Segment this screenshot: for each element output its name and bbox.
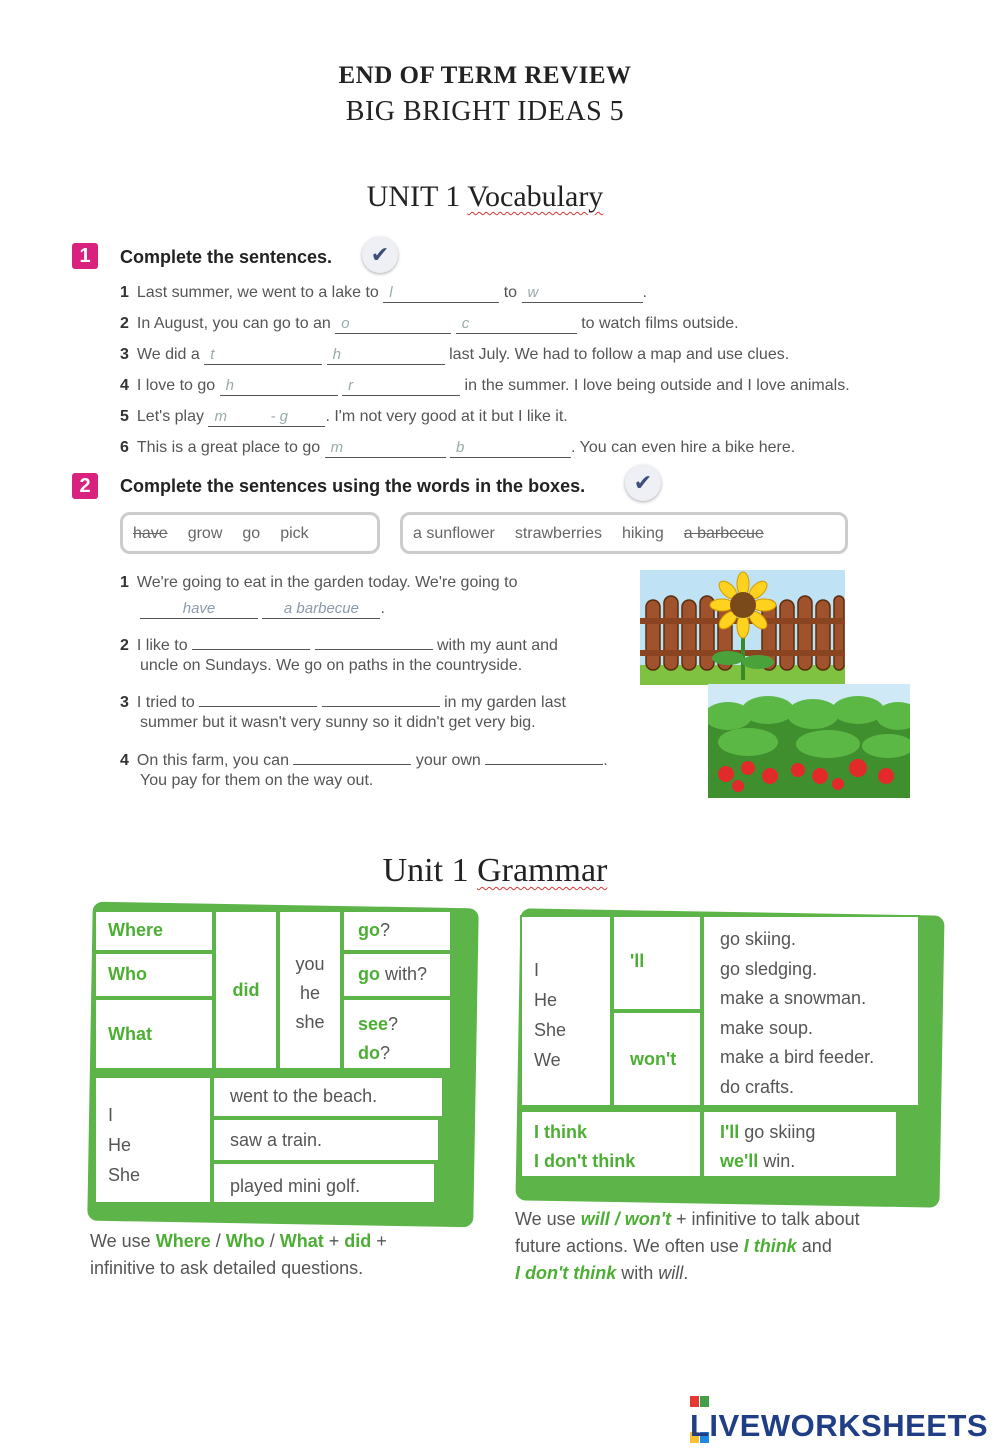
ex1-blank-5b[interactable]: - g	[264, 408, 325, 427]
verb-cell: go?	[342, 910, 452, 952]
ex2-blank-1b[interactable]: a barbecue	[262, 600, 380, 619]
think-cell: I think I don't think	[520, 1110, 702, 1178]
word-box-item: hiking	[621, 525, 664, 542]
word-box-item: a sunflower	[413, 525, 495, 542]
ex2-sentence-1-line-1: 1 We're going to eat in the garden today. We're going to	[120, 574, 518, 591]
ex1-blank-1a[interactable]: l	[383, 284, 499, 303]
ex2-blank-3a[interactable]	[199, 688, 317, 707]
ex1-blank-2a[interactable]: o	[335, 315, 451, 334]
exercise-2-number: 2	[72, 473, 98, 499]
strawberry-field-image	[708, 684, 910, 798]
answer-cell: went to the beach.	[212, 1076, 444, 1118]
did-cell: did	[214, 910, 278, 1070]
ex2-sentence-4-line-1: 4 On this farm, you can your own .	[120, 746, 608, 770]
wont-cell: won't	[612, 1011, 702, 1107]
exercise-2-heading: Complete the sentences using the words in the boxes.	[120, 476, 586, 496]
ex2-sentence-2-line-1: 2 I like to with my aunt and	[120, 631, 558, 655]
pronoun-cell: you he she	[278, 910, 342, 1070]
exercise-1-heading: Complete the sentences.	[120, 247, 333, 267]
ex2-blank-4a[interactable]	[293, 746, 411, 765]
ex1-blank-3b[interactable]: h	[327, 346, 445, 365]
ex1-sentence-6: 6 This is a great place to go m b . You can even hire a bike here.	[120, 439, 796, 456]
subject-cell: I He She We	[520, 915, 612, 1107]
word-box-nouns	[400, 512, 848, 554]
ex1-blank-6a[interactable]: m	[325, 439, 446, 458]
ex2-sentence-3-line-1: 3 I tried to in my garden last	[120, 688, 566, 712]
wh-word-cell: Where	[94, 910, 214, 952]
grammar-note-will: We use will / won't + infinitive to talk about future actions. We often use I think and I don't think with will.	[515, 1209, 860, 1283]
word-box-item: strawberries	[514, 525, 602, 542]
subject-cell: I He She	[94, 1076, 212, 1204]
ex2-blank-2a[interactable]	[192, 631, 310, 650]
ex2-sentence-2-line-2: uncle on Sundays. We go on paths in the countryside.	[140, 657, 523, 674]
ex1-blank-4b[interactable]: r	[342, 377, 460, 396]
ex1-blank-6b[interactable]: b	[450, 439, 571, 458]
liveworksheets-logo[interactable]: LIVEWORKSHEETS	[690, 1372, 1000, 1444]
ex1-blank-1b[interactable]: w	[522, 284, 643, 303]
ex1-blank-3a[interactable]: t	[204, 346, 322, 365]
ex1-blank-4a[interactable]: h	[220, 377, 338, 396]
document-title: END OF TERM REVIEW	[338, 62, 632, 89]
ex2-blank-2b[interactable]	[315, 631, 433, 650]
sunflower-fence-image	[640, 570, 845, 685]
ex1-sentence-4: 4 I love to go h r in the summer. I love being outside and I love animals.	[120, 377, 850, 394]
check-icon[interactable]: ✔	[362, 237, 398, 273]
ex2-sentence-3-line-2: summer but it wasn't very sunny so it didn't get very big.	[140, 714, 536, 731]
ex1-blank-5a[interactable]: m	[208, 408, 264, 427]
verb-cell: go with?	[342, 952, 452, 998]
ex2-blank-3b[interactable]	[322, 688, 440, 707]
ex2-blank-1a[interactable]: have	[140, 600, 258, 619]
ex1-blank-2b[interactable]: c	[456, 315, 577, 334]
word-box-item: pick	[280, 525, 309, 542]
word-box-item: a barbecue	[683, 525, 764, 542]
exercise-1-number: 1	[72, 243, 98, 269]
check-icon[interactable]: ✔	[625, 465, 661, 501]
wh-word-cell: Who	[94, 952, 214, 998]
actions-cell: go skiing. go sledging. make a snowman. make soup. make a bird feeder. do crafts.	[702, 915, 920, 1107]
section-title-vocabulary: UNIT 1 Vocabulary	[366, 180, 604, 213]
grammar-note-wh: We use Where / Who / What + did + infinitive to ask detailed questions.	[90, 1231, 387, 1278]
think-answer-cell: I'll go skiing we'll win.	[702, 1110, 898, 1178]
liveworksheets-logo-icon	[690, 1380, 710, 1404]
word-box-item: have	[133, 525, 168, 542]
word-box-verbs	[120, 512, 380, 554]
answer-cell: played mini golf.	[212, 1162, 436, 1204]
word-box-item: grow	[187, 525, 223, 542]
ex2-blank-4b[interactable]	[485, 746, 603, 765]
document-subtitle: BIG BRIGHT IDEAS 5	[345, 96, 625, 127]
verb-cell: see? do?	[342, 998, 452, 1070]
ex1-sentence-3: 3 We did a t h last July. We had to follow a map and use clues.	[120, 346, 790, 363]
section-title-grammar: Unit 1 Grammar	[382, 852, 608, 889]
will-cell: 'll	[612, 915, 702, 1011]
ex1-sentence-5: 5 Let's play m - g . I'm not very good at it but I like it.	[120, 408, 568, 425]
word-box-item: go	[242, 525, 261, 542]
ex1-sentence-1: 1 Last summer, we went to a lake to l to w .	[120, 284, 647, 301]
ex1-sentence-2: 2 In August, you can go to an o c to watch films outside.	[120, 315, 739, 332]
answer-cell: saw a train.	[212, 1118, 440, 1162]
wh-word-cell: What	[94, 998, 214, 1070]
ex2-sentence-4-line-2: You pay for them on the way out.	[140, 772, 374, 789]
ex2-sentence-1-line-2: have a barbecue .	[140, 600, 385, 619]
